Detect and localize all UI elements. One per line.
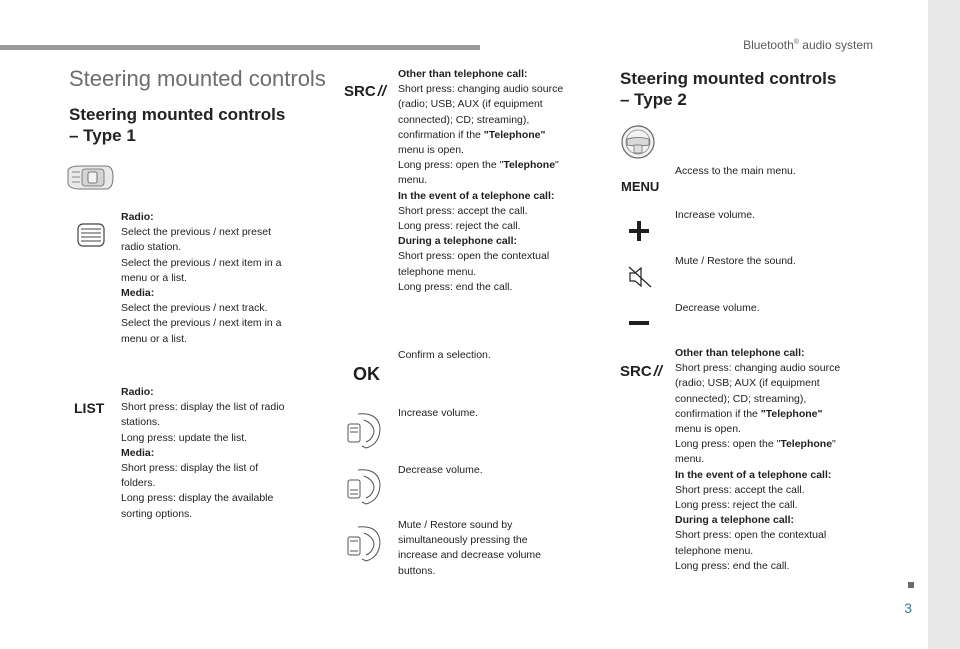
- menu-icon: MENU: [621, 179, 660, 194]
- list-icon: LIST: [74, 400, 105, 416]
- mute-icon: [627, 265, 653, 289]
- running-header: Bluetooth® audio system: [743, 38, 873, 52]
- plus-icon: [628, 220, 650, 242]
- type2-title: Steering mounted controls – Type 2: [620, 69, 837, 109]
- src-icon: SRC //: [344, 83, 387, 100]
- type1-list-desc: Radio: Short press: display the list of radio stations. Long press: update the list. Media: Short press: display the list of folders. Long press: display the available sorting options.: [121, 386, 285, 520]
- type2-src-icon: SRC //: [620, 363, 663, 380]
- middle-src-desc: Other than telephone call: Short press: changing audio source (radio; USB; AUX (if equipment connected); CD; streaming), confirmation if the "Telephone" menu is open. Long press: open the "Telephone" menu. In the event of a telephone call: Short press: accept the call. Long press: reject the call. During a telephone call: Short press: open the contextual telephone menu. Long press: end the call.: [398, 68, 564, 293]
- type2-src-desc: Other than telephone call: Short press: changing audio source (radio; USB; AUX (if equipment connected); CD; streaming), confirmation if the "Telephone" menu is open. Long press: open the "Telephone" menu. In the event of a telephone call: Short press: accept the call. Long press: reject the call. During a telephone call: Short press: open the contextual telephone menu. Long press: end the call.: [675, 347, 841, 572]
- type2-mute-desc: Mute / Restore the sound.: [675, 255, 796, 267]
- middle-mute-desc: Mute / Restore sound by simultaneously pressing the increase and decrease volume buttons.: [398, 519, 542, 577]
- page-margin-strip: [928, 0, 960, 649]
- minus-icon: [628, 320, 650, 326]
- thumbwheel-icon: [77, 223, 105, 247]
- type1-radio-desc: Radio: Select the previous / next preset radio station. Select the previous / next item in a menu or a list. Media: Select the previous / next track. Select the previous / next item in a menu or a list.: [121, 211, 282, 345]
- type2-minus-desc: Decrease volume.: [675, 302, 760, 314]
- steering-wheel-icon: [620, 123, 656, 161]
- page-number: 3: [904, 600, 912, 616]
- volume-down-stalk-icon: [344, 466, 384, 506]
- type2-menu-desc: Access to the main menu.: [675, 165, 796, 177]
- ok-icon: OK: [353, 364, 380, 384]
- ok-desc: Confirm a selection.: [398, 349, 491, 361]
- mute-stalk-icon: [344, 523, 384, 563]
- type1-title: Steering mounted controls – Type 1: [69, 105, 286, 145]
- volume-up-stalk-icon: [344, 410, 384, 450]
- type2-plus-desc: Increase volume.: [675, 209, 755, 221]
- top-rule: [0, 45, 480, 50]
- main-title: Steering mounted controls: [69, 66, 326, 91]
- page-bullet: [908, 582, 914, 588]
- steering-stalk-icon: [66, 164, 116, 192]
- middle-decrease-desc: Decrease volume.: [398, 464, 483, 476]
- middle-increase-desc: Increase volume.: [398, 407, 478, 419]
